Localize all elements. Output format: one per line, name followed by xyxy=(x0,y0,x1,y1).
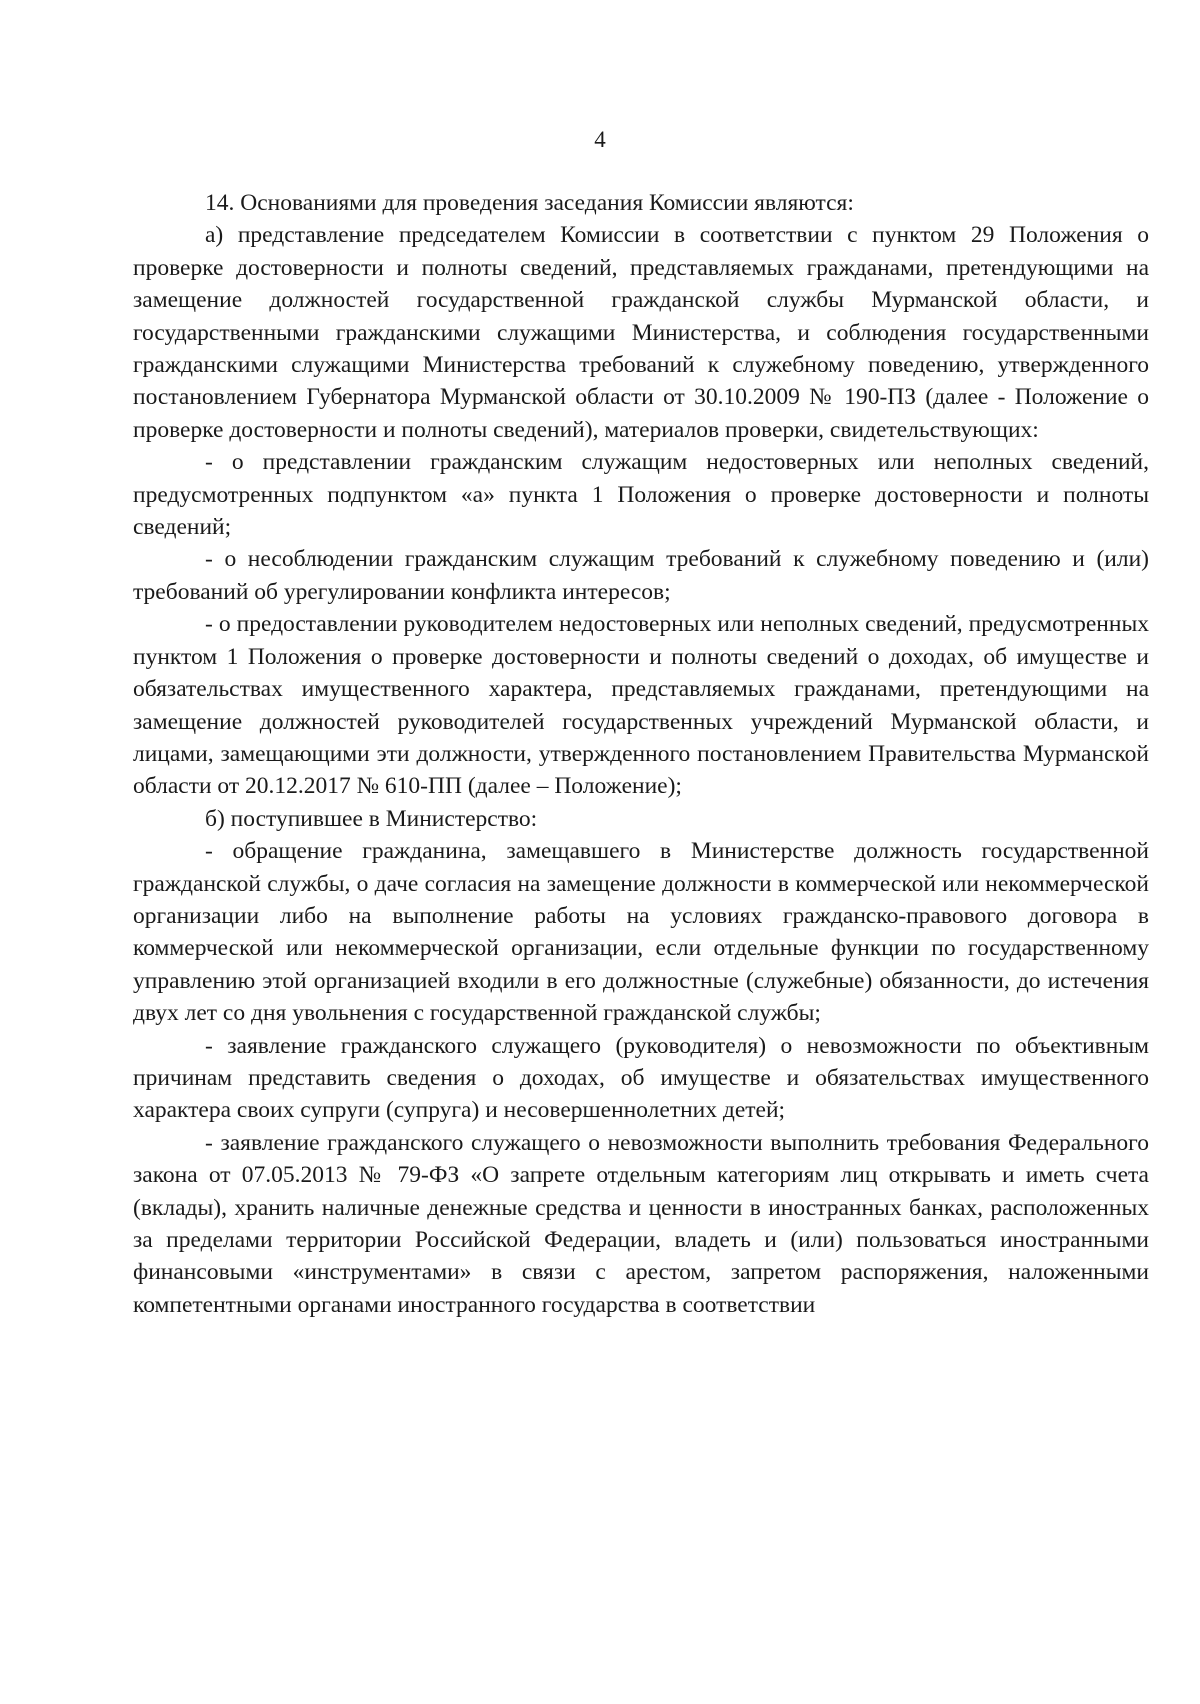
page-number: 4 xyxy=(594,127,606,152)
paragraph-b-item-1: - обращение гражданина, замещавшего в Министерстве должность государственной гражданской службы, о даче согласия на замещение должности в коммерческой или некоммерческой организации либо на выполнение работы на условиях гражданско-правового договора в коммерческой или некоммерческой организации, если отдельные функции по государственному управлению этой организацией входили в его должностные (служебные) обязанности, до истечения двух лет со дня увольнения с государственной гражданской службы; xyxy=(133,838,1149,1027)
paragraph-a-item-1: - о представлении гражданским служащим недостоверных или неполных сведений, предусмотренных подпунктом «а» пункта 1 Положения о проверке достоверности и полноты сведений; xyxy=(133,449,1149,541)
paragraph-14-heading: 14. Основаниями для проведения заседания Комиссии являются: xyxy=(205,190,854,216)
paragraph-a-item-3: - о предоставлении руководителем недостоверных или неполных сведений, предусмотренных пунктом 1 Положения о проверке достоверности и полноты сведений о доходах, об имуществе и обязательствах имущественного характера, представляемых гражданами, претендующими на замещение должностей руководителей государственных учреждений Мурманской области, и лицами, замещающими эти должности, утвержденного постановлением Правительства Мурманской области от 20.12.2017 № 610-ПП (далее – Положение); xyxy=(133,611,1149,800)
paragraph-a: а) представление председателем Комиссии в соответствии с пунктом 29 Положения о проверке достоверности и полноты сведений, представляемых гражданами, претендующими на замещение должностей государственной гражданской службы Мурманской области, и государственными гражданскими служащими Министерства, и соблюдения государственными гражданскими служащими Министерства требований к служебному поведению, утвержденного постановлением Губернатора Мурманской области от 30.10.2009 № 190-ПЗ (далее - Положение о проверке достоверности и полноты сведений), материалов проверки, свидетельствующих: xyxy=(133,222,1149,443)
paragraph-b: б) поступившее в Министерство: xyxy=(205,805,538,832)
paragraph-a-item-2: - о несоблюдении гражданским служащим требований к служебному поведению и (или) требований об урегулировании конфликта интересов; xyxy=(133,546,1149,605)
paragraph-b-item-2: - заявление гражданского служащего (руководителя) о невозможности по объективным причинам представить сведения о доходах, об имуществе и обязательствах имущественного характера своих супруги (супруга) и несовершеннолетних детей; xyxy=(133,1032,1149,1124)
document-body xyxy=(133,187,1149,1321)
paragraph-b-item-3: - заявление гражданского служащего о невозможности выполнить требования Федерального закона от 07.05.2013 № 79-ФЗ «О запрете отдельным категориям лиц открывать и иметь счета (вклады), хранить наличные денежные средства и ценности в иностранных банках, расположенных за пределами территории Российской Федерации, владеть и (или) пользоваться иностранными финансовыми «инструментами» в связи с арестом, запретом распоряжения, наложенными компетентными органами иностранного государства в соответствии xyxy=(133,1129,1149,1318)
